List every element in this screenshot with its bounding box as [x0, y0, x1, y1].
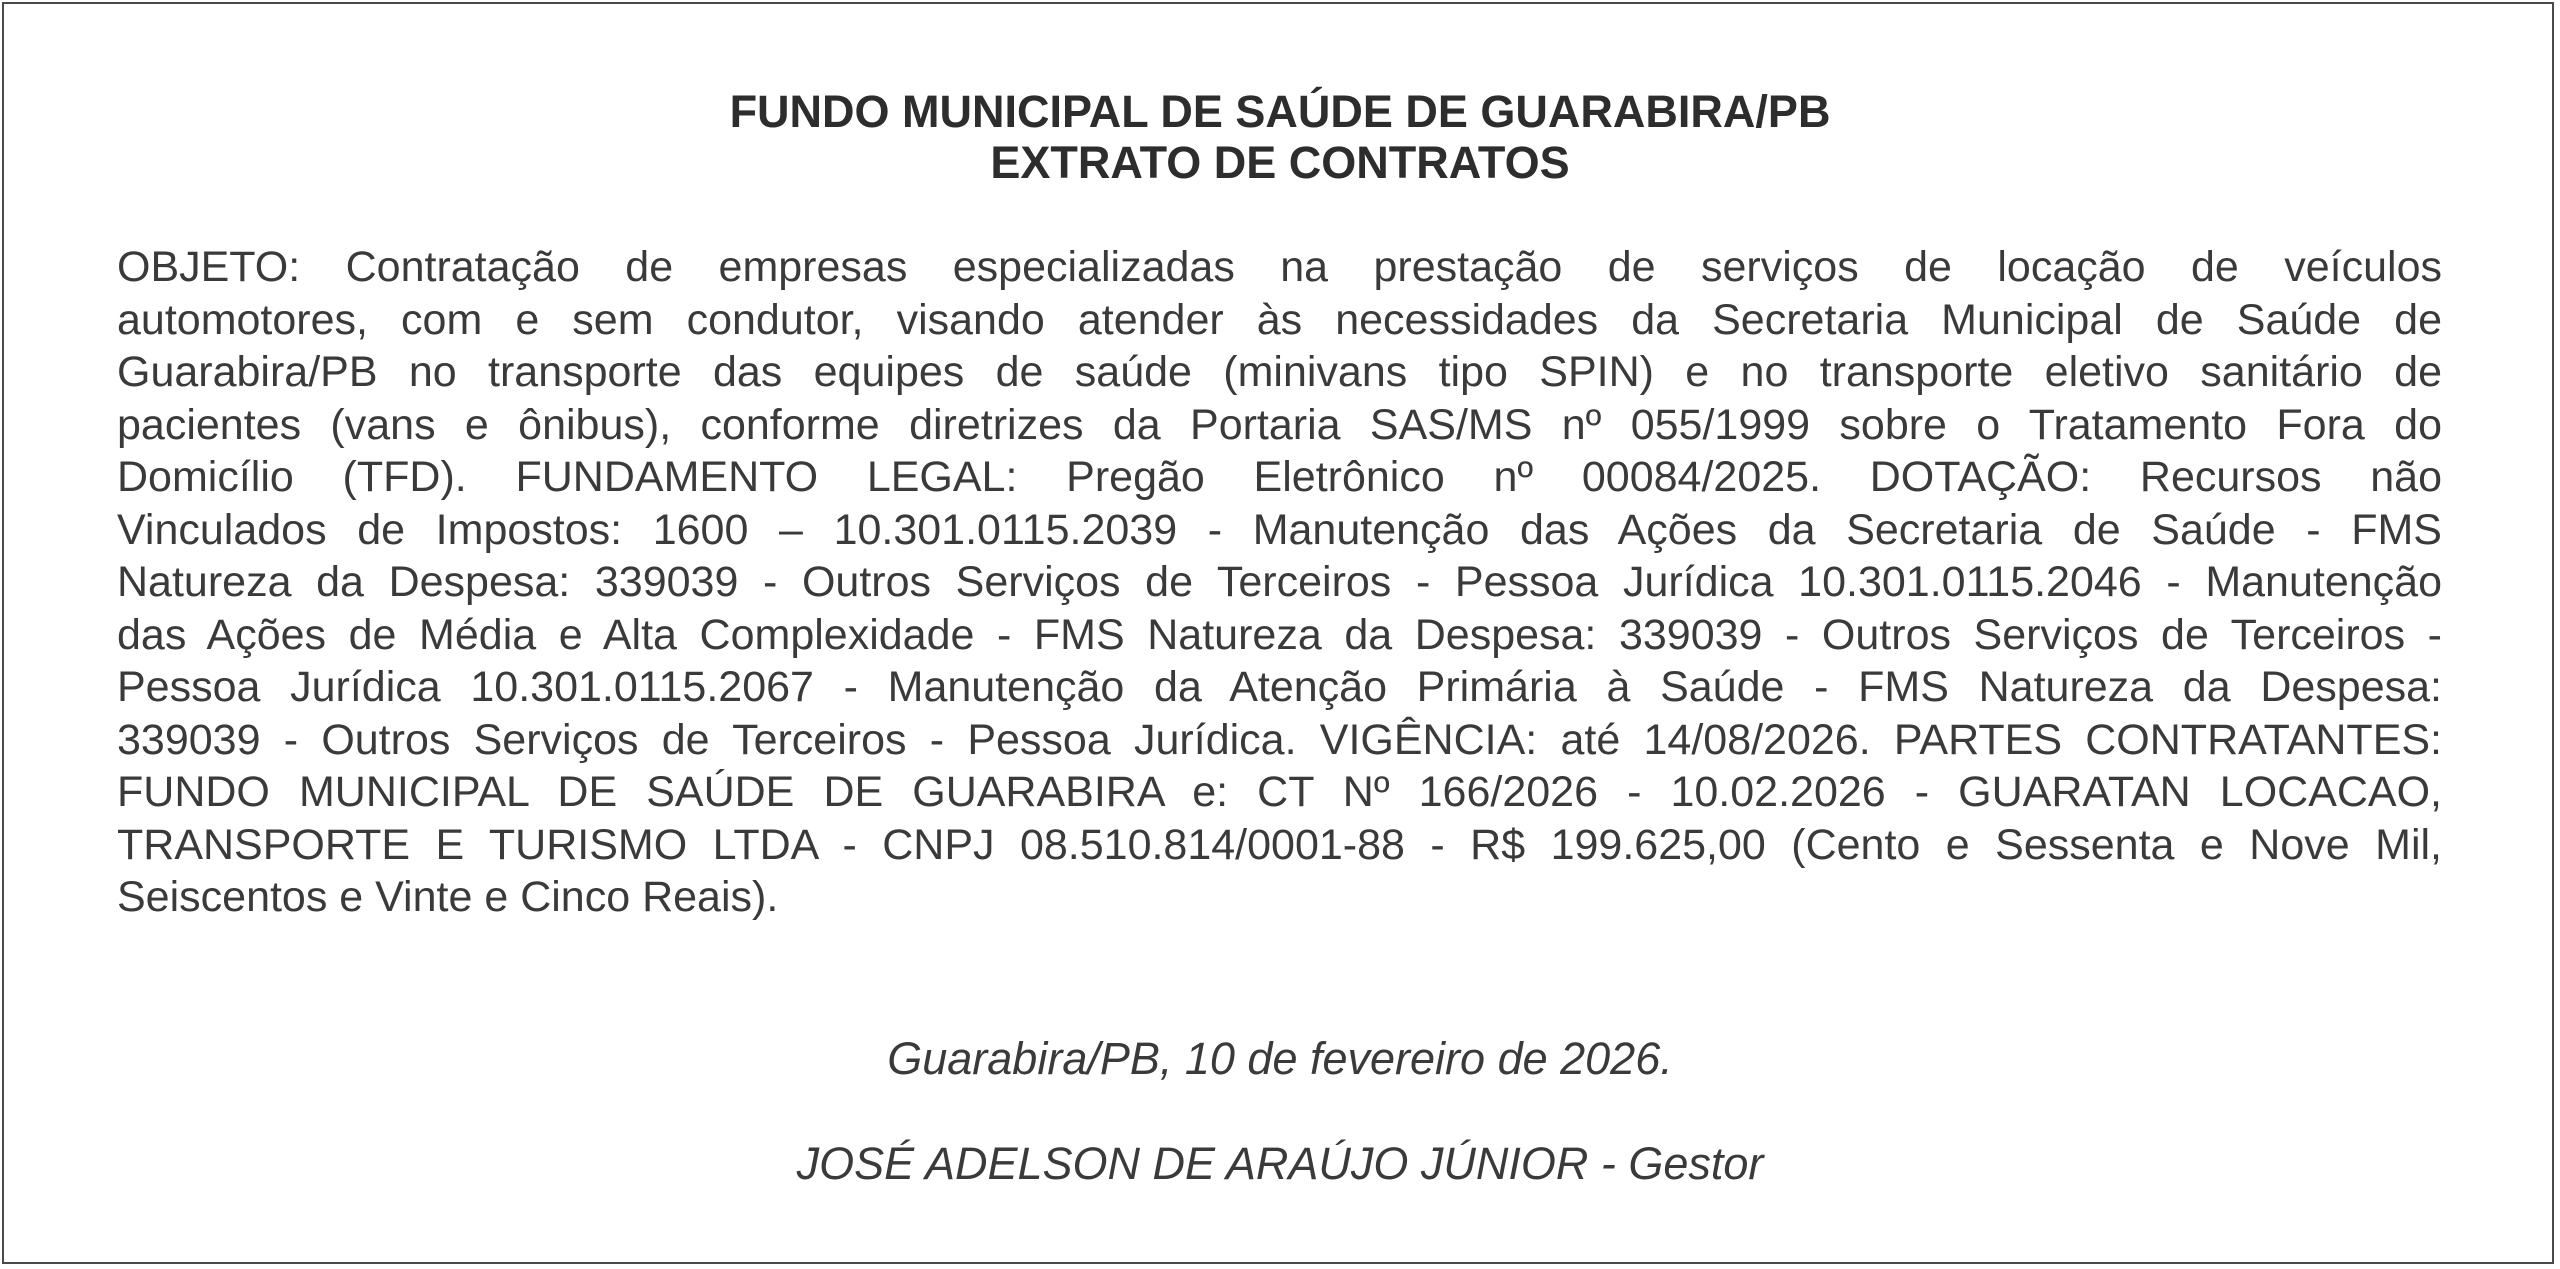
document-subtitle: EXTRATO DE CONTRATOS: [990, 137, 1570, 188]
body-line: Seiscentos e Vinte e Cinco Reais).: [117, 873, 779, 921]
body-line: OBJETO: Contratação de empresas especializadas na prestação de serviços de locação de veículos: [117, 243, 2442, 291]
signer-line: JOSÉ ADELSON DE ARAÚJO JÚNIOR - Gestor: [796, 1138, 1764, 1189]
body-line: FUNDO MUNICIPAL DE SAÚDE DE GUARABIRA e: CT Nº 166/2026 - 10.02.2026 - GUARATAN LOCACAO,: [117, 768, 2442, 816]
body-line: TRANSPORTE E TURISMO LTDA - CNPJ 08.510.814/0001-88 - R$ 199.625,00 (Cento e Sessenta e Nove Mil,: [117, 820, 2442, 869]
contract-body: [117, 241, 2442, 924]
body-line: Guarabira/PB no transporte das equipes de saúde (minivans tipo SPIN) e no transporte eletivo sanitário de: [117, 348, 2442, 396]
body-line: Vinculados de Impostos: 1600 – 10.301.0115.2039 - Manutenção das Ações da Secretaria de Saúde - FMS: [117, 505, 2442, 554]
body-line: automotores, com e sem condutor, visando atender às necessidades da Secretaria Municipal de Saúde de: [117, 295, 2442, 344]
body-line: Natureza da Despesa: 339039 - Outros Serviços de Terceiros - Pessoa Jurídica 10.301.0115.2046 - Manutenção: [117, 558, 2442, 606]
body-line: pacientes (vans e ônibus), conforme diretrizes da Portaria SAS/MS nº 055/1999 sobre o Tratamento Fora do: [117, 400, 2442, 449]
body-line: das Ações de Média e Alta Complexidade - FMS Natureza da Despesa: 339039 - Outros Serviços de Terceiros -: [117, 610, 2442, 659]
body-line: Domicílio (TFD). FUNDAMENTO LEGAL: Pregão Eletrônico nº 00084/2025. DOTAÇÃO: Recursos não: [117, 453, 2442, 501]
body-line: Pessoa Jurídica 10.301.0115.2067 - Manutenção da Atenção Primária à Saúde - FMS Natureza da Despesa:: [117, 663, 2442, 711]
date-line: Guarabira/PB, 10 de fevereiro de 2026.: [887, 1033, 1673, 1084]
document-title: FUNDO MUNICIPAL DE SAÚDE DE GUARABIRA/PB: [729, 86, 1831, 137]
body-line: 339039 - Outros Serviços de Terceiros - Pessoa Jurídica. VIGÊNCIA: até 14/08/2026. PARTES CONTRATANTES:: [117, 715, 2442, 764]
